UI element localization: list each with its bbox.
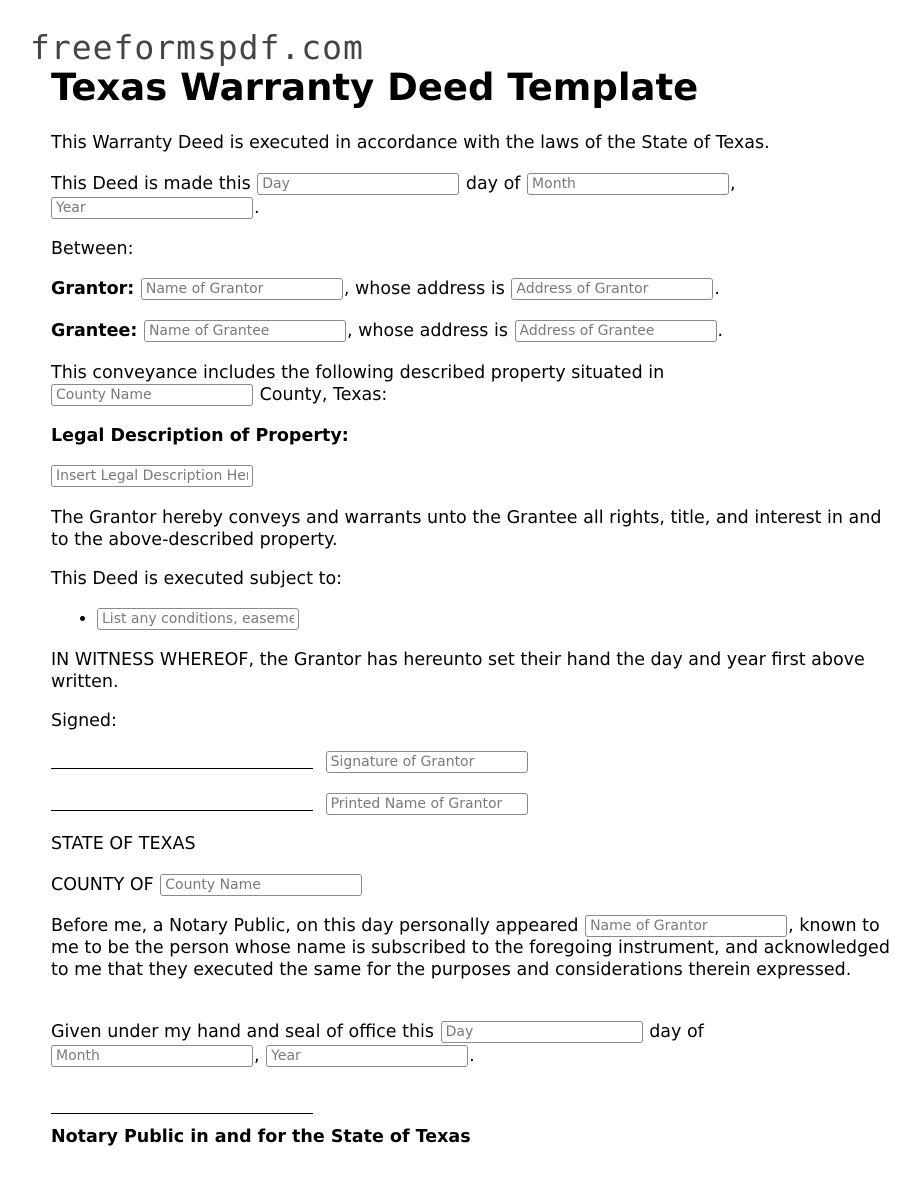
grantee-addr-text: , whose address is	[346, 321, 508, 341]
notary-block	[51, 915, 891, 981]
grantor-address-input[interactable]	[511, 278, 713, 300]
notary-county-input[interactable]	[160, 874, 362, 896]
conveys-text: The Grantor hereby conveys and warrants unto the Grantee all rights, title, and interest in and to the above-described property.	[51, 508, 882, 550]
given-comma: ,	[254, 1046, 260, 1066]
state-label: STATE OF TEXAS	[51, 834, 196, 854]
intro-text: This Warranty Deed is executed in accordance with the laws of the State of Texas.	[51, 133, 770, 153]
notary-comma: ,	[788, 916, 794, 936]
date-mid: day of	[465, 174, 521, 194]
notary-signature-line	[51, 1101, 313, 1114]
printed-name-line	[51, 798, 313, 811]
signed-label: Signed:	[51, 711, 117, 731]
printed-name-row	[51, 793, 891, 815]
conveyance-suffix: County, Texas:	[259, 385, 388, 405]
notary-footer: Notary Public in and for the State of Texas	[51, 1127, 471, 1147]
deed-year-input[interactable]	[51, 197, 253, 219]
notary-rest: known to me to be the person whose name is subscribed to the foregoing instrument, and acknowledged to me that they executed the same for the purposes and considerations therein expressed.	[51, 916, 890, 980]
subject-text: This Deed is executed subject to:	[51, 569, 343, 589]
conditions-list	[51, 608, 922, 630]
legal-description-input[interactable]	[51, 465, 253, 487]
signature-line	[51, 756, 313, 769]
signature-row	[51, 751, 891, 773]
grantor-label: Grantor:	[51, 279, 135, 299]
grantee-label: Grantee:	[51, 321, 138, 341]
given-end: .	[469, 1046, 475, 1066]
grantor-name-input[interactable]	[141, 278, 343, 300]
grantee-address-input[interactable]	[515, 320, 717, 342]
grantor-addr-text: , whose address is	[343, 279, 505, 299]
notary-grantor-name-input[interactable]	[585, 915, 787, 937]
witness-text: IN WITNESS WHEREOF, the Grantor has hereunto set their hand the day and year first above written.	[51, 650, 865, 692]
conveyance-text: This conveyance includes the following described property situated in	[51, 363, 665, 383]
legal-heading: Legal Description of Property:	[51, 426, 349, 446]
notary-prefix: Before me, a Notary Public, on this day personally appeared	[51, 916, 579, 936]
signature-input[interactable]	[326, 751, 528, 773]
given-prefix: Given under my hand and seal of office this	[51, 1022, 435, 1042]
county-line	[51, 874, 891, 896]
grantee-end: .	[717, 321, 724, 341]
grantee-name-input[interactable]	[144, 320, 346, 342]
date-prefix: This Deed is made this	[51, 174, 251, 194]
list-item	[97, 608, 922, 630]
given-day-input[interactable]	[441, 1021, 643, 1043]
date-line	[51, 173, 891, 219]
given-block	[51, 1021, 891, 1067]
grantor-end: .	[714, 279, 720, 299]
between-label: Between:	[51, 239, 134, 259]
watermark: freeformspdf.com	[30, 28, 364, 67]
printed-name-input[interactable]	[326, 793, 528, 815]
county-label: COUNTY OF	[51, 875, 154, 895]
deed-month-input[interactable]	[527, 173, 729, 195]
conditions-input[interactable]	[97, 608, 299, 630]
page-title: Texas Warranty Deed Template	[51, 66, 699, 109]
date-comma: ,	[730, 174, 736, 194]
conveyance-block	[51, 362, 891, 406]
property-county-input[interactable]	[51, 384, 253, 406]
grantor-line	[51, 278, 891, 300]
grantee-line	[51, 320, 891, 342]
given-month-input[interactable]	[51, 1045, 253, 1067]
deed-day-input[interactable]	[257, 173, 459, 195]
given-year-input[interactable]	[266, 1045, 468, 1067]
date-end: .	[254, 198, 260, 218]
given-mid: day of	[649, 1022, 704, 1042]
